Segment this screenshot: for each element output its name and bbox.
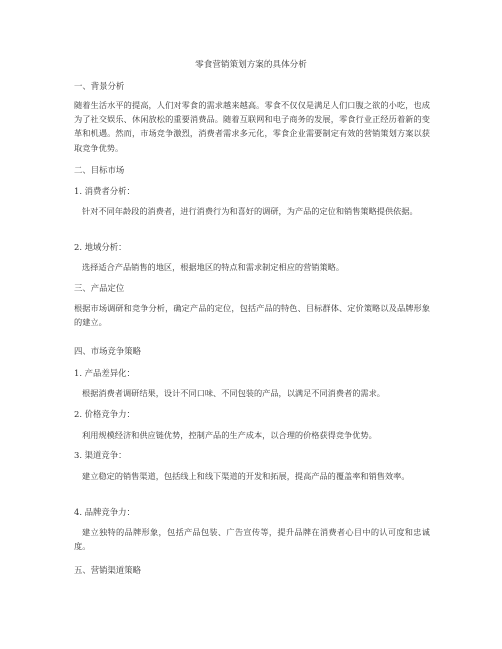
section-body-background <box>74 98 430 155</box>
paragraph-text: 随着生活水平的提高，人们对零食的需求越来越高。零食不仅仅是满足人们口腹之欲的小吃，也成为了社交娱乐、休闲放松的重要消费品。随着互联网和电子商务的发展，零食行业正经历着新的变革和机遇。然而，市场竞争激烈，消费者需求多元化，零食企业需要制定有效的营销策划方案以获取竞争优势。 <box>74 100 430 153</box>
subheading-brand-competitiveness: 4. 品牌竞争力： <box>74 507 135 517</box>
paragraph-text: 建立稳定的销售渠道，包括线上和线下渠道的开发和拓展，提高产品的覆盖率和销售效率。 <box>82 471 410 481</box>
section-heading-target-market: 二、目标市场 <box>74 165 125 175</box>
paragraph-consumer-analysis <box>74 204 430 218</box>
subheading-product-differentiation: 1. 产品差异化： <box>74 368 135 378</box>
subheading-consumer-analysis: 1. 消费者分析： <box>74 186 135 196</box>
paragraph-text: 根据消费者调研结果，设计不同口味、不同包装的产品，以满足不同消费者的需求。 <box>82 388 385 398</box>
document-title: 零食营销策划方案的具体分析 <box>195 60 307 70</box>
section-heading-competition-strategy: 四、市场竞争策略 <box>74 346 141 356</box>
paragraph-text: 利用规模经济和供应链优势，控制产品的生产成本，以合理的价格获得竞争优势。 <box>82 430 377 440</box>
section-body-product-positioning <box>74 301 430 329</box>
paragraph-text: 针对不同年龄段的消费者，进行消费行为和喜好的调研，为产品的定位和销售策略提供依据。 <box>82 206 418 216</box>
subheading-region-analysis: 2. 地域分析： <box>74 242 127 252</box>
section-heading-marketing-channels: 五、营销渠道策略 <box>74 565 141 575</box>
paragraph-region-analysis <box>74 260 430 274</box>
section-heading-background: 一、背景分析 <box>74 81 125 91</box>
section-heading-product-positioning: 三、产品定位 <box>74 283 125 293</box>
paragraph-product-differentiation <box>74 386 430 400</box>
subheading-channel-competition: 3. 渠道竞争： <box>74 450 127 460</box>
paragraph-price-competitiveness <box>74 428 430 442</box>
subheading-price-competitiveness: 2. 价格竞争力： <box>74 409 135 419</box>
paragraph-brand-competitiveness <box>74 525 430 553</box>
paragraph-channel-competition <box>74 469 430 483</box>
paragraph-text: 建立独特的品牌形象，包括产品包装、广告宣传等，提升品牌在消费者心目中的认可度和忠诚度。 <box>74 527 430 552</box>
paragraph-text: 选择适合产品销售的地区，根据地区的特点和需求制定相应的营销策略。 <box>82 262 345 272</box>
paragraph-text: 根据市场调研和竞争分析，确定产品的定位，包括产品的特色、目标群体、定价策略以及品牌形象的建立。 <box>74 303 430 328</box>
